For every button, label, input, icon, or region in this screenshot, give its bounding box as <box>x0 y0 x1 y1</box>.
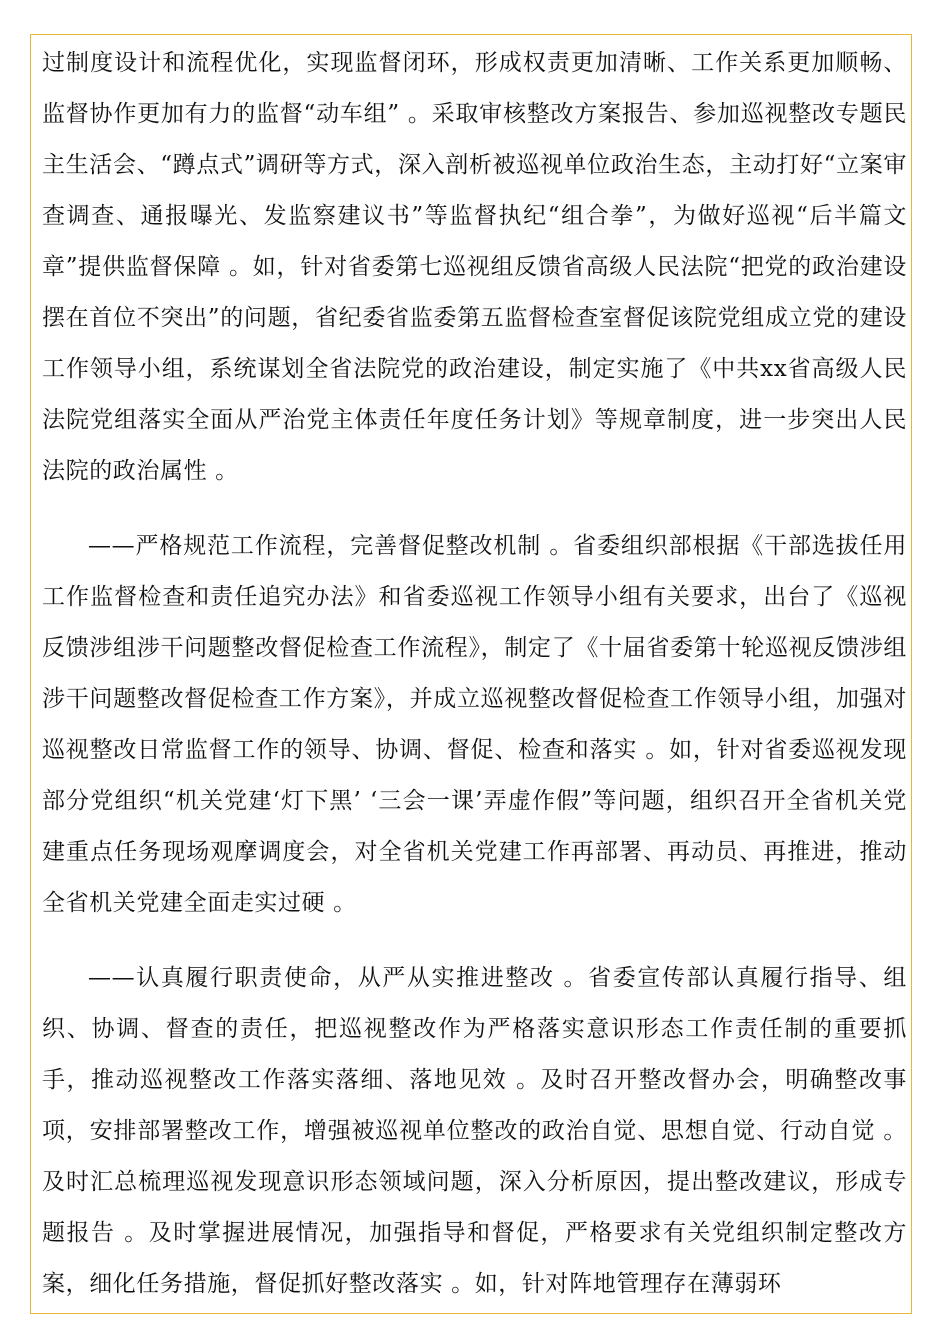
paragraph-organization-department: ——严格规范工作流程，完善督促整改机制 。省委组织部根据《干部选拔任用工作监督检查和责任追究办法》和省委巡视工作领导小组有关要求，出台了《巡视反馈涉组涉干问题整改督促检查工作流程》，制定了《十届省委第十轮巡视反馈涉组涉干问题整改督促检查工作方案》，并成立巡视整改督促检查工作领导小组，加强对巡视整改日常监督工作的领导、协调、督促、检查和落实 。如，针对省委巡视发现部分党组织“机关党建‘灯下黑’ ‘三会一课’弄虚作假”等问题，组织召开全省机关党建重点任务现场观摩调度会，对全省机关党建工作再部署、再动员、再推进，推动全省机关党建全面走实过硬 。 <box>42 533 907 916</box>
document-body <box>42 38 907 1310</box>
paragraph-propaganda-department: ——认真履行职责使命，从严从实推进整改 。省委宣传部认真履行指导、组织、协调、督查的责任，把巡视整改作为严格落实意识形态工作责任制的重要抓手，推动巡视整改工作落实落细、落地见效 。及时召开整改督办会，明确整改事项，安排部署整改工作，增强被巡视单位整改的政治自觉、思想自觉、行动自觉 。及时汇总梳理巡视发现意识形态领域问题，深入分析原因，提出整改建议，形成专题报告 。及时掌握进展情况，加强指导和督促，严格要求有关党组织制定整改方案，细化任务措施，督促抓好整改落实 。如，针对阵地管理存在薄弱环 <box>42 965 907 1297</box>
paragraph-supervision-linkage: 过制度设计和流程优化，实现监督闭环，形成权责更加清晰、工作关系更加顺畅、监督协作更加有力的监督“动车组” 。采取审核整改方案报告、参加巡视整改专题民主生活会、“蹲点式”调研等方式，深入剖析被巡视单位政治生态，主动打好“立案审查调查、通报曝光、发监察建议书”等监督执纪“组合拳”，为做好巡视“后半篇文章”提供监督保障 。如，针对省委第七巡视组反馈省高级人民法院“把党的政治建设摆在首位不突出”的问题，省纪委省监委第五监督检查室督促该院党组成立党的建设工作领导小组，系统谋划全省法院党的政治建设，制定实施了《中共xx省高级人民法院党组落实全面从严治党主体责任年度任务计划》等规章制度，进一步突出人民法院的政治属性 。 <box>42 50 907 484</box>
